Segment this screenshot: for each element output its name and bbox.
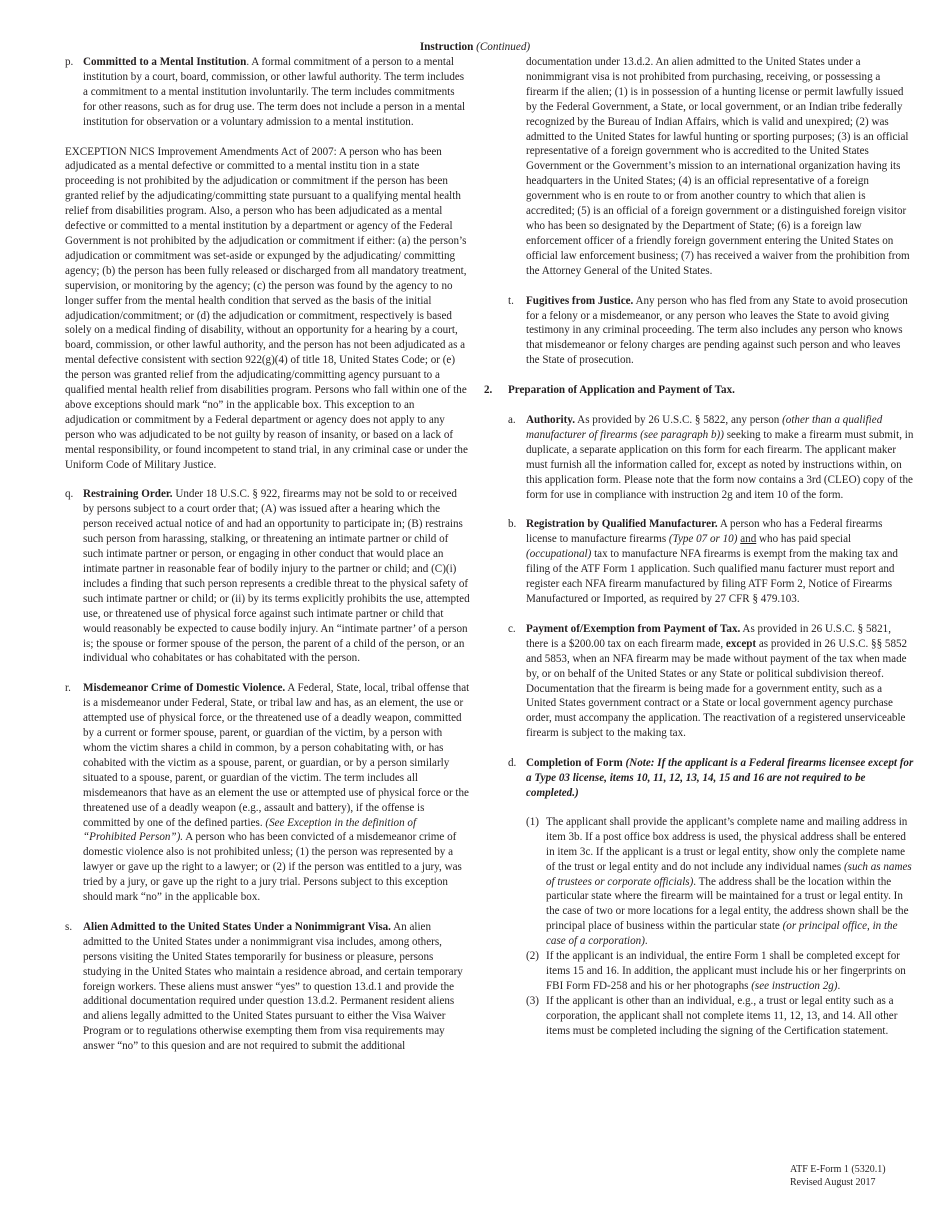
item-s-heading: Alien Admitted to the United States Under a Nonimmigrant Visa. xyxy=(83,920,391,933)
left-column xyxy=(65,55,470,1069)
item-q-text: Under 18 U.S.C. § 922, firearms may not be sold to or received by persons subject to a court order that; (A) was issued after a hearing which the person received actual notice of and had an opportunity to participate in; (B) restrains such person from harassing, stalking, or threatening an intimate partner or child of such intimate partner or person, or engaging in other conduct that would place an intimate partner in reasonable fear of bodily injury to the partner or child; and (C)(i) includes a finding that such person represents a credible threat to the physical safety of such intimate partner or child; or (ii) by its terms explicitly prohibits the use, attempted use, or threatened use of physical force against such intimate partner or child that would reasonably be expected to cause bodily injury. An “intimate partner’ of a person is; the spouse or former spouse of the person, the parent of a child of the person, or an individual who cohabitates or has cohabitated with the person. xyxy=(83,488,470,665)
item-a-label: a. xyxy=(508,414,516,427)
item-c xyxy=(484,622,914,741)
header-continued: (Continued) xyxy=(476,41,531,53)
item-d-1 xyxy=(484,815,914,949)
header-title: Instruction xyxy=(419,41,474,53)
item-q xyxy=(65,487,470,666)
item-s-label: s. xyxy=(65,920,73,933)
item-d-2-text2: . xyxy=(837,979,841,992)
exception-paragraph: EXCEPTION NICS Improvement Amendments Act of 2007: A person who has been adjudicated as a mental defective or committed to a mental institu tion in a state proceeding is not prohibited by the adjudication or commitment if the person has been granted relief by the adjudicating/committing state pursuant to a qualifying mental health relief from disabilities program. Also, a person who has been adjudicated as a mental defective or committed to a mental institution by a department or agency of the Federal Government is not prohibited by the adjudication or commitment if either: (a) the person’s adjudication or commitment was set-aside or expunged by the adjudicating/ committing agency; (b) the person has been fully released or discharged from all mandatory treatment, supervision, or monitoring by the agency; (c) the person was found by the agency to no longer suffer from the mental health condition that served as the basis of the initial adjudication/commitment; or (d) the adjudication or commitment, respectively is based solely on a medical finding of disability, without an opportunity for a hearing by a court, board, commission, or other lawful authority, and the person has not been adjudicated as a mental defective consistent with section 922(g)(4) of title 18, United States Code; or (e) the person was granted relief from the adjudicating/committing agency pursuant to a qualified mental health relief from disabilities program. Persons who fall within one of the above exceptions should mark “no” in the applicable box. This exception to an adjudication or commitment by a Federal department or agency does not apply to any person who was adjudicated to be not guilty by reason of insanity, or based on a lack of mental responsibility, or found incompetent to stand trial, in any criminal case or under the Uniform Code of Military Justice. xyxy=(65,145,468,471)
item-r-heading: Misdemeanor Crime of Domestic Violence. xyxy=(83,682,286,695)
item-a xyxy=(484,413,914,502)
item-a-text2: seeking to make a firearm must submit, in duplicate, a separate application on this form for each firearm. The applicant maker must furnish all the information called for, except as noted by instructions within, on this application form. Please note that the form now contains a 3rd (CLEO) copy of the form for use in compliance with instruction 2g and item 10 of the form. xyxy=(526,428,914,501)
section-2 xyxy=(484,383,914,398)
page-header xyxy=(0,40,950,55)
item-b-text1: A person who has a Federal firearms license to manufacture firearms xyxy=(526,518,883,546)
item-d-note: (Note: If the applicant is a Federal firearms licensee except for a Type 03 license, items 10, 11, 12, 13, 14, 15 and 16 are not required to be completed.) xyxy=(526,757,914,799)
item-r-italic: (See Exception in the definition of “Prohibited Person”). xyxy=(83,816,417,844)
item-d-1-label: (1) xyxy=(526,815,539,828)
item-c-heading: Payment of/Exemption from Payment of Tax. xyxy=(526,622,741,635)
item-d-3-text1: If the applicant is other than an individual, e.g., a trust or legal entity such as a corporation, the applicant shall not complete items 11, 12, 13, and 14. All other items must be completed including the signing of the Certification statement. xyxy=(546,994,898,1037)
item-c-text1: As provided in 26 U.S.C. § 5821, there is a $200.00 tax on each firearm made, xyxy=(526,622,891,650)
item-d-1-italic2: (or principal office, in the case of a corporation) xyxy=(546,920,898,948)
section-2-label: 2. xyxy=(484,384,493,397)
item-d-2-text1: If the applicant is an individual, the entire Form 1 shall be completed except for items 15 and 16. In addition, the applicant must include his or her fingerprints on FBI Form FD-258 and his or her photographs xyxy=(546,950,906,992)
item-d-2 xyxy=(484,949,914,994)
item-d-label: d. xyxy=(508,757,517,770)
item-p-heading: Committed to a Mental Institution xyxy=(83,56,247,68)
right-column xyxy=(484,55,914,1038)
item-d-1-text3: . xyxy=(644,935,648,948)
item-p-label: p. xyxy=(65,56,74,68)
item-b-text2: who has paid special xyxy=(756,533,852,546)
item-d-1-text2: . The address shall be the location within the particular state where the firearm will be maintained for a trust or legal entity. In the case of two or more locations for a legal entity, the address shown shall be the principal place of business within the particular state xyxy=(546,875,909,933)
item-r-text1: A Federal, State, local, tribal offense that is a misdemeanor under Federal, State, or tribal law and has, as an element, the use or attempted use of physical force, or the threatened use of a deadly weapon, committed by a current or former spouse, parent, or guardian of the victim, by a person with whom the victim shares a child in common, by a person cohabitating with, or has cohabited with the victim as a spouse, parent, or guardian, or by a person similarly situated to a spouse, parent, or guardian of the victim. The term includes all misdemeanors that have as an element the use or attempted use of physical force or the threatened use of a deadly weapon (e.g., assault and battery), if the offense is committed by one of the defined parties. xyxy=(83,682,470,829)
item-q-heading: Restraining Order. xyxy=(83,488,173,501)
item-p-text: . A formal commitment of a person to a mental institution by a court, board, commission, or other lawful authority. The term includes a commitment to a mental institution involuntarily. The term includes commitments for other reasons, such as for drug use. The term does not include a person in a mental institution for observation or a voluntary admission to a mental institution. xyxy=(83,56,466,128)
item-b-italic2: (occupational) xyxy=(526,548,592,561)
item-d-3 xyxy=(484,994,914,1039)
item-c-text2: as provided in 26 U.S.C. §§ 5852 and 5853, when an NFA firearm may be made without payment of the tax when made by, or on behalf of the United States or any State or political subdivision thereof. Documentation that the firearm is being made for a government entity, such as a United States government contract or a State or local government agency purchase order, must accompany the application. The reactivation of a registered unserviceable firearm is subject to the making tax. xyxy=(526,637,908,740)
item-p xyxy=(65,55,470,130)
item-r-label: r. xyxy=(65,682,71,695)
item-d-1-text1: The applicant shall provide the applicant’s complete name and mailing address in item 3b. If a post office box address is used, the physical address shall be entered in item 3c. If the applicant is a trust or legal entity, show only the complete name of the trust or legal entity and do not include any individual names xyxy=(546,815,908,873)
footer-revised-date: Revised August 2017 xyxy=(790,1177,876,1188)
item-d xyxy=(484,756,914,801)
item-d-1-italic1: (such as names of trustees or corporate officials) xyxy=(546,860,912,888)
item-q-label: q. xyxy=(65,488,74,501)
item-b-label: b. xyxy=(508,518,517,531)
item-d-3-label: (3) xyxy=(526,994,539,1007)
item-b-heading: Registration by Qualified Manufacturer. xyxy=(526,518,718,531)
footer-form-number: ATF E-Form 1 (5320.1) xyxy=(790,1164,886,1175)
item-b-text3: tax to manufacture NFA firearms is exempt from the making tax and filing of the ATF Form 1 application. Such qualified manu facturer must report and register each NFA firearm manufactured by filing ATF Form 2, Notice of Firearms Manufactured or Imported, as required by 27 CFR § 479.103. xyxy=(526,548,898,605)
item-s xyxy=(65,920,470,1054)
item-t xyxy=(484,294,914,369)
item-d-2-label: (2) xyxy=(526,950,539,963)
item-c-label: c. xyxy=(508,622,516,635)
item-a-italic: (other than a qualified manufacturer of firearms (see paragraph b)) xyxy=(526,414,883,441)
item-a-text1: As provided by 26 U.S.C. § 5822, any person xyxy=(575,414,783,427)
item-d-heading: Completion of Form xyxy=(526,757,623,770)
item-r-text2: A person who has been convicted of a misdemeanor crime of domestic violence also is not prohibited unless; (1) the person was represented by a lawyer or gave up the right to a lawyer; or (2) if the person was entitled to a jury, was tried by a jury, or gave up the right to a jury trial. Persons subject to this exception should mark “no” in the applicable box. xyxy=(83,831,462,904)
item-t-heading: Fugitives from Justice. xyxy=(526,294,634,307)
item-b-italic1: (Type 07 or 10) xyxy=(668,533,738,546)
item-b xyxy=(484,517,914,606)
item-s-continued: documentation under 13.d.2. An alien admitted to the United States under a nonimmigrant visa is not prohibited from purchasing, receiving, or possessing a firearm if the alien; (1) is in possession of a hunting license or permit lawfully issued by the Federal Government, a State, or local government, or an Indian tribe federally recognized by the Bureau of Indian Affairs, which is valid and unexpired; (2) was admitted to the United States for lawful hunting or sporting purposes; (3) is an official representative of a foreign government who is accredited to the United States Government or the Government’s mission to an international organization having its headquarters in the United States; (4) is an official representative of a foreign government who is en route to or from another country to which that alien is accredited; (5) is an official of a foreign government or a distinguished foreign visitor who has been so designated by the Department of State; (6) is a foreign law enforcement officer of a friendly foreign government entering the United States on official law enforcement business; (7) has received a waiver from the prohibition from the Attorney General of the United States. xyxy=(526,56,910,277)
page-footer xyxy=(790,1163,886,1189)
item-d-2-italic1: (see instruction 2g) xyxy=(751,979,838,992)
item-t-text: Any person who has fled from any State to avoid prosecution for a felony or a misdemeanor, or any person who leaves the State to avoid giving testimony in any criminal proceeding. The term also includes any person who knows that misdemeanor or felony charges are pending against such person and who leaves the State of prosecution. xyxy=(526,294,908,367)
item-r xyxy=(65,681,470,905)
item-t-label: t. xyxy=(508,294,514,307)
item-s-text: An alien admitted to the United States under a nonimmigrant visa includes, among others, persons visiting the United States temporarily for business or pleasure, persons studying in the United States who maintain a residence abroad, and certain temporary foreign workers. These aliens must answer “yes” to question 13.d.1 and provide the additional documentation required under question 13.d.2. Permanent resident aliens and aliens legally admitted to the United States pursuant to either the Visa Waiver Program or to regulations otherwise exempting them from visa requirements may answer “no” to this quesion and are not required to submit the additional xyxy=(83,920,463,1053)
item-c-bold: except xyxy=(725,637,757,650)
section-2-heading: Preparation of Application and Payment of Tax. xyxy=(508,384,735,397)
item-b-underline: and xyxy=(740,533,757,546)
item-a-heading: Authority. xyxy=(526,414,576,427)
